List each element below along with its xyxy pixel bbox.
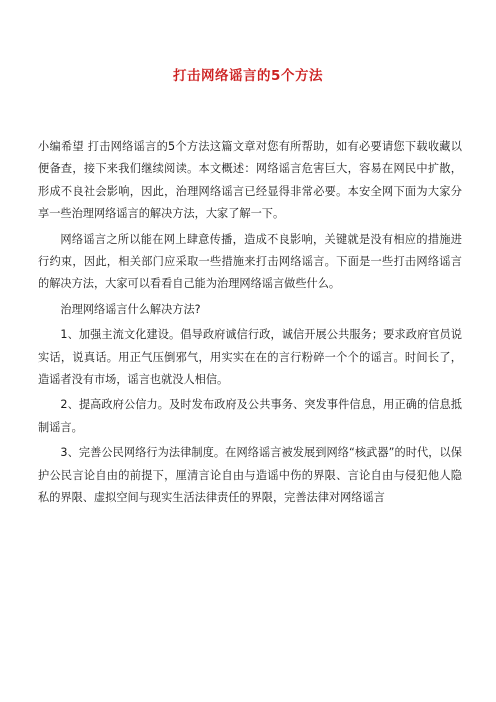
- paragraph-question: 治理网络谣言什么解决方法?: [60, 302, 201, 316]
- paragraph-method-2: 2、提高政府公信力。及时发布政府及公共事务、突发事件信息，用正确的信息抵制谣言。: [38, 398, 462, 434]
- document-title: 打击网络谣言的5个方法: [173, 68, 323, 84]
- paragraph-method-3: 3、完善公民网络行为法律制度。在网络谣言被发展到网络“核武器”的时代，以保护公民言论自由的前提下，厘清言论自由与造谣中伤的界限、言论自由与侵犯他人隐私的界限、虚拟空间与现实生活法律责任的界限，完善法律对网络谣言: [38, 446, 462, 505]
- document-body: [38, 136, 462, 513]
- paragraph-method-1: 1、加强主流文化建设。倡导政府诚信行政，诚信开展公共服务；要求政府官员说实话，说真话。用正气压倒邪气，用实实在在的言行粉碎一个个的谣言。时间长了，造谣者没有市场，谣言也就没人相信。: [38, 328, 462, 387]
- paragraph-reason: 网络谣言之所以能在网上肆意传播，造成不良影响，关键就是没有相应的措施进行约束，因此，相关部门应采取一些措施来打击网络谣言。下面是一些打击网络谣言的解决方法，大家可以看看自己能为治理网络谣言做些什么。: [38, 232, 462, 291]
- paragraph-intro: 小编希望 打击网络谣言的5个方法这篇文章对您有所帮助，如有必要请您下载收藏以便备查，接下来我们继续阅读。本文概述：网络谣言危害巨大，容易在网民中扩散，形成不良社会影响，因此，治理网络谣言已经显得非常必要。本安全网下面为大家分享一些治理网络谣言的解决方法，大家了解一下。: [38, 140, 462, 221]
